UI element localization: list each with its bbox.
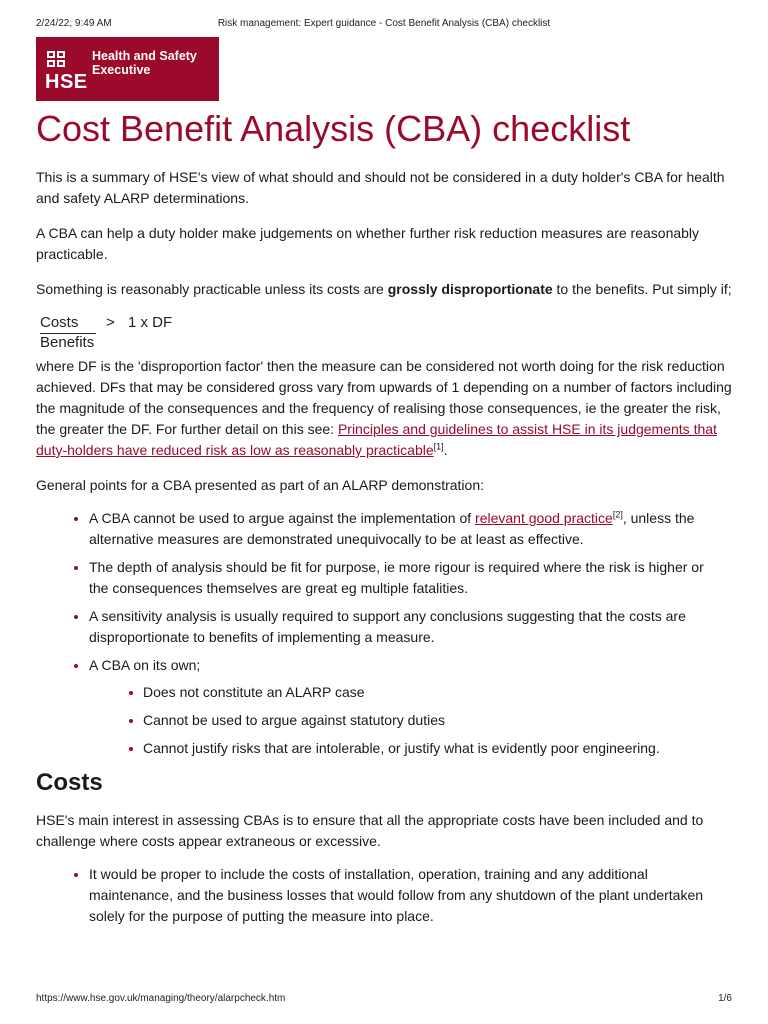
general-points-list <box>74 508 714 759</box>
print-page-number: 1/6 <box>718 993 732 1004</box>
relevant-good-practice-link[interactable]: relevant good practice <box>475 510 613 526</box>
list-item: The depth of analysis should be fit for purpose, ie more rigour is required where the risk is higher or the consequences themselves are great eg multiple fatalities. <box>74 557 714 599</box>
intro3-text-after: to the benefits. Put simply if; <box>552 281 732 297</box>
list-item: It would be proper to include the costs of installation, operation, training and any additional maintenance, and the business losses that would follow from any shutdown of the plant undertaken solely for the purpose of putting the measure into place. <box>74 864 714 927</box>
bullet4-text: A CBA on its own; <box>89 657 201 673</box>
sub-list-item: Cannot be used to argue against statutory duties <box>129 710 714 731</box>
sub-list-item: Cannot justify risks that are intolerable, or justify what is evidently poor engineering. <box>129 738 714 759</box>
main-content <box>36 106 736 927</box>
general-points-intro: General points for a CBA presented as part of an ALARP demonstration: <box>36 477 485 493</box>
df-end: . <box>443 442 448 458</box>
logo-name-line1: Health and Safety <box>92 49 197 63</box>
hse-logo[interactable] <box>36 37 219 101</box>
df-paragraph <box>36 356 736 461</box>
intro-paragraph-1: This is a summary of HSE's view of what should and should not be considered in a duty holder's CBA for health and safety ALARP determinations. <box>36 169 725 206</box>
page-title: Cost Benefit Analysis (CBA) checklist <box>36 108 631 149</box>
sub-list-item: Does not constitute an ALARP case <box>129 682 714 703</box>
intro3-text-before: Something is reasonably practicable unless its costs are <box>36 281 388 297</box>
formula-denominator: Benefits <box>40 334 95 351</box>
formula-operator: > <box>106 314 115 331</box>
intro-paragraph-2: A CBA can help a duty holder make judgements on whether further risk reduction measures are reasonably practicable. <box>36 225 700 262</box>
footnote-ref-1: [1] <box>433 441 444 452</box>
print-page-title: Risk management: Expert guidance - Cost Benefit Analysis (CBA) checklist <box>217 18 551 29</box>
cba-limitations-list <box>129 682 714 759</box>
list-item: A sensitivity analysis is usually required to support any conclusions suggesting that the costs are disproportionate to benefits of implementing a measure. <box>74 606 714 648</box>
logo-name-line2: Executive <box>92 63 151 77</box>
costs-heading: Costs <box>36 769 103 796</box>
logo-abbreviation: HSE <box>45 71 88 93</box>
bullet1-text-before: A CBA cannot be used to argue against the implementation of <box>89 510 476 526</box>
costs-intro-paragraph: HSE's main interest in assessing CBAs is to ensure that all the appropriate costs have been included and to challenge where costs appear extraneous or excessive. <box>36 812 704 849</box>
footnote-ref-2: [2] <box>612 509 623 520</box>
intro-paragraph-3 <box>36 279 736 300</box>
list-item <box>74 655 714 759</box>
formula-rhs: 1 x DF <box>128 314 173 331</box>
print-url: https://www.hse.gov.uk/managing/theory/alarpcheck.htm <box>36 993 286 1004</box>
print-datetime: 2/24/22, 9:49 AM <box>36 18 112 29</box>
list-item <box>74 508 714 550</box>
hse-emblem-icon <box>45 49 67 69</box>
logo-name <box>92 49 197 77</box>
intro3-bold-text: grossly disproportionate <box>387 281 553 297</box>
formula-numerator: Costs <box>40 314 79 331</box>
costs-list <box>74 864 714 927</box>
cba-formula <box>36 314 736 354</box>
alarp-principles-link[interactable]: Principles and guidelines to assist HSE in its judgements that duty-holders have reduced risk as low as reasonably practicable <box>36 421 717 458</box>
bullet1-text-after: , unless the alternative measures are demonstrated unequivocally to be at least as effective. <box>89 510 695 547</box>
df-text: where DF is the 'disproportion factor' then the measure can be considered not worth doing for the risk reduction achieved. DFs that may be considered gross vary from upwards of 1 depending on a number of factors including the magnitude of the consequences and the frequency of realising those consequences, ie the greater the risk, the greater the DF. For further detail on this see: <box>36 358 732 437</box>
